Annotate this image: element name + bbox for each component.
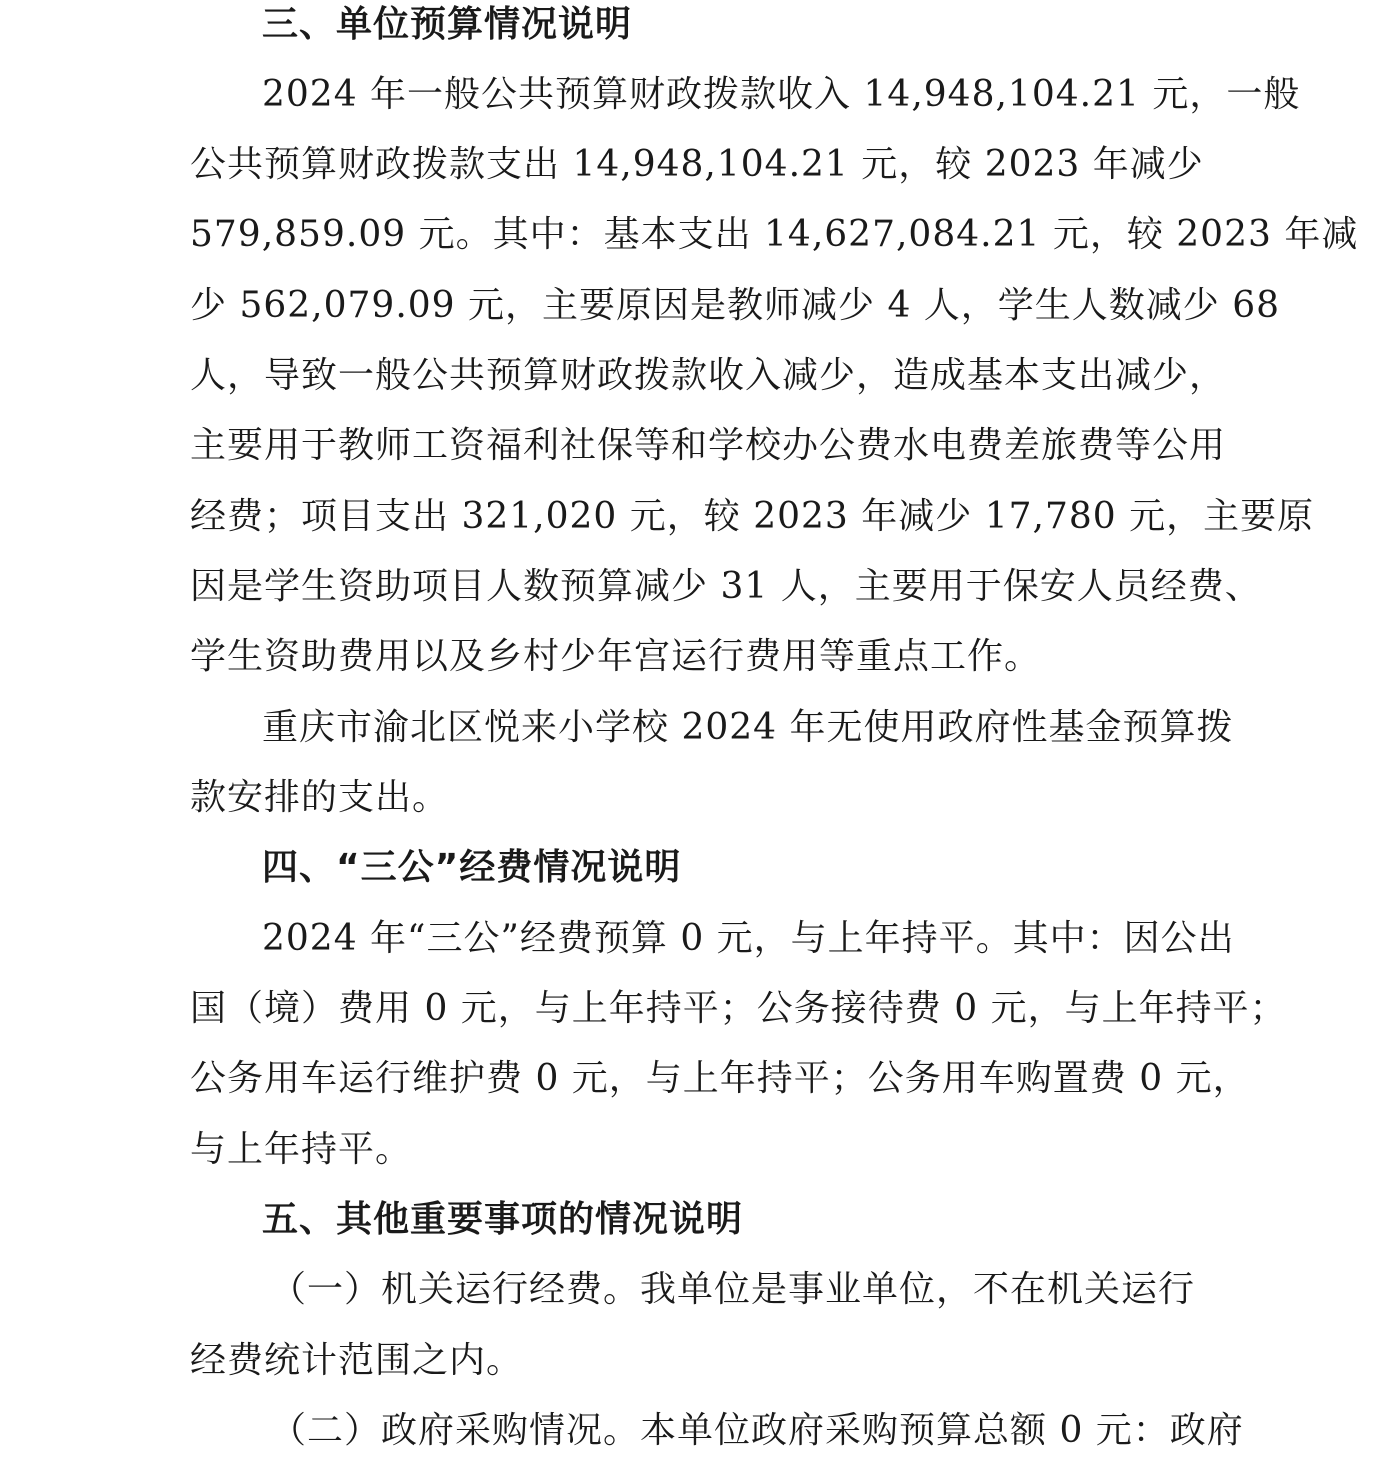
- paragraph-line: 重庆市渝北区悦来小学校 2024 年无使用政府性基金预算拨: [262, 707, 1234, 748]
- section-heading-4: 四、“三公”经费情况说明: [262, 847, 682, 888]
- paragraph-line: 人，导致一般公共预算财政拨款收入减少，造成基本支出减少，: [190, 355, 1227, 396]
- paragraph-line: 国（境）费用 0 元，与上年持平；公务接待费 0 元，与上年持平；: [190, 988, 1287, 1029]
- section-heading-3: 三、单位预算情况说明: [262, 4, 633, 45]
- paragraph-line: 与上年持平。: [190, 1129, 413, 1170]
- paragraph-line: 主要用于教师工资福利社保等和学校办公费水电费差旅费等公用: [190, 425, 1227, 466]
- paragraph-line: 公务用车运行维护费 0 元，与上年持平；公务用车购置费 0 元，: [190, 1058, 1250, 1099]
- paragraph-line: 少 562,079.09 元，主要原因是教师减少 4 人，学生人数减少 68: [190, 285, 1281, 326]
- paragraph-line: （一）机关运行经费。我单位是事业单位，不在机关运行: [270, 1269, 1196, 1310]
- paragraph-line: 579,859.09 元。其中：基本支出 14,627,084.21 元，较 2023 年减: [190, 214, 1359, 255]
- paragraph-line: 2024 年一般公共预算财政拨款收入 14,948,104.21 元，一般: [262, 74, 1301, 115]
- paragraph-line: 公共预算财政拨款支出 14,948,104.21 元，较 2023 年减少: [190, 144, 1204, 185]
- paragraph-line: 经费；项目支出 321,020 元，较 2023 年减少 17,780 元，主要原: [190, 496, 1315, 537]
- paragraph-line: 因是学生资助项目人数预算减少 31 人，主要用于保安人员经费、: [190, 566, 1262, 607]
- paragraph-line: 款安排的支出。: [190, 777, 450, 818]
- paragraph-line: 2024 年“三公”经费预算 0 元，与上年持平。其中：因公出: [262, 918, 1235, 959]
- paragraph-line: （二）政府采购情况。本单位政府采购预算总额 0 元：政府: [270, 1410, 1244, 1451]
- paragraph-line: 学生资助费用以及乡村少年宫运行费用等重点工作。: [190, 636, 1042, 677]
- section-heading-5: 五、其他重要事项的情况说明: [262, 1199, 744, 1240]
- paragraph-line: 经费统计范围之内。: [190, 1340, 524, 1381]
